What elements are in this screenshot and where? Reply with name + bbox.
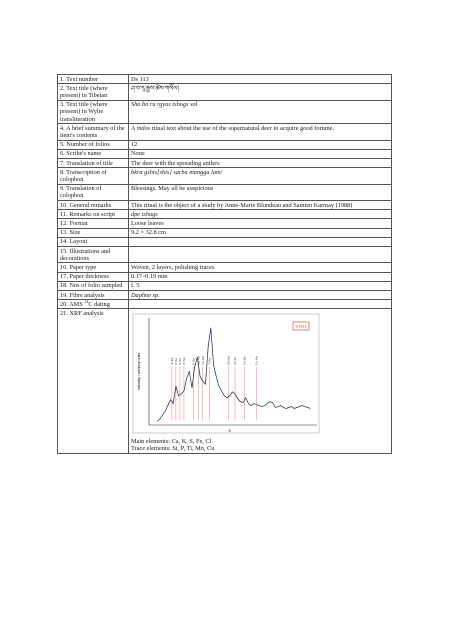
field-label: 10. General remarks [58, 201, 129, 210]
field-label: 8. Transcription of colophon [58, 168, 129, 184]
peak-label: Fe Kβ [242, 356, 247, 365]
field-label: 12. Format [58, 219, 129, 228]
trace-elements: Trace elements: Si, P, Ti, Mn, Cu [131, 445, 215, 453]
peak-label: P Kα [173, 358, 178, 365]
table-row [58, 309, 392, 453]
main-elements: Main elements: Ca, K, S, Fe, Cl [131, 437, 212, 445]
field-label: 16. Paper type [58, 263, 129, 272]
field-label: 13. Size [58, 228, 129, 237]
field-value: Daphne sp. [129, 291, 392, 300]
table-row [58, 159, 392, 168]
field-label [58, 300, 129, 309]
metadata-table [57, 74, 392, 454]
peak-label: Fe Kα [233, 356, 238, 365]
field-value [129, 300, 392, 309]
table-row [58, 291, 392, 300]
chart-frame [133, 314, 319, 433]
table-row [58, 237, 392, 246]
field-value [129, 237, 392, 246]
field-label: 18. Nos of folio sampled [58, 281, 129, 290]
field-label: 11. Remarks on script [58, 210, 129, 219]
field-value: dpe tshugs [129, 210, 392, 219]
field-value: A mdos ritual text about the use of the supernatural deer to acquire good fortune. [129, 124, 392, 140]
table-row [58, 210, 392, 219]
italic-term: mdos [136, 124, 151, 132]
table-row [58, 84, 392, 100]
table-row [58, 168, 392, 184]
table-row [58, 300, 392, 309]
x-tick-label: 5 [228, 427, 231, 433]
field-value: None [129, 149, 392, 158]
field-label: 21. XRF analysis [58, 309, 129, 453]
table-row [58, 272, 392, 281]
table-row [58, 228, 392, 237]
label-text: C dating [88, 300, 110, 308]
peak-label: Mn Kα [226, 355, 231, 365]
field-label: 7. Translation of title [58, 159, 129, 168]
table-row [58, 247, 392, 263]
field-value: Blessings. May all be auspicious [129, 184, 392, 200]
field-value [129, 247, 392, 263]
field-value: The deer with the spreading antlers [129, 159, 392, 168]
table-row [58, 263, 392, 272]
field-label: 15. Illustrations and decorations [58, 247, 129, 263]
table-row [58, 75, 392, 84]
table-row [58, 140, 392, 149]
legend-text: 9.1813 [295, 324, 307, 329]
peak-label: Ti Kα [207, 357, 212, 365]
peak-label: Cl Kα [181, 357, 186, 365]
table-row [58, 184, 392, 200]
field-label: 14. Layout [58, 237, 129, 246]
field-value: 0.17–0.19 mm [129, 272, 392, 281]
field-label: 6. Scribe's name [58, 149, 129, 158]
field-value: 12 [129, 140, 392, 149]
field-value: Loose leaves [129, 219, 392, 228]
field-label: 9. Translation of colophon [58, 184, 129, 200]
table-row [58, 124, 392, 140]
field-value: Sha ba ru rgyas tshogs sol [129, 100, 392, 124]
peak-label: S Kα [177, 358, 182, 365]
field-value: ཤ་བ་རུ་རྒྱས་ཚེས་གསོལ། [129, 84, 392, 100]
field-value: bkra gshis[shis] sarba mangga lam/ [129, 168, 392, 184]
field-label: 5. Number of folios [58, 140, 129, 149]
field-label: 2. Text title (where present) in Tibetan [58, 84, 129, 100]
table-row [58, 201, 392, 210]
field-label: 3. Text title (where present) in Wylie transliteration [58, 100, 129, 124]
peak-label: Ca Kα [196, 356, 201, 365]
field-value: f. 5 [129, 281, 392, 290]
label-text: 20. AMS [60, 300, 85, 308]
peak-label: Si Kα [169, 357, 174, 365]
field-label: 19. Fibre analysis [58, 291, 129, 300]
peak-label: Ca Kβ [200, 356, 205, 365]
field-value [129, 309, 392, 453]
y-axis-label: Intensity / arbitrary units [137, 352, 141, 391]
peak-label: K Kα [191, 358, 196, 365]
field-value: Woven, 2 layers, polishing traces [129, 263, 392, 272]
table-row [58, 100, 392, 124]
field-label: 1. Text number [58, 75, 129, 84]
field-label: 4. A brief summary of the item's contents [58, 124, 129, 140]
table-row [58, 149, 392, 158]
table-row [58, 281, 392, 290]
superscript: 14 [84, 298, 89, 304]
field-value: Ds 113 [129, 75, 392, 84]
table-row [58, 219, 392, 228]
field-value: 9.2 × 32.8 cm [129, 228, 392, 237]
peak-label: Cu Kα [254, 356, 259, 365]
xrf-spectrum-chart [131, 312, 321, 437]
field-value: This ritual is the object of a study by Anne-Marie Blondeau and Samten Karmay (1988) [129, 201, 392, 210]
field-label: 17. Paper thickness [58, 272, 129, 281]
